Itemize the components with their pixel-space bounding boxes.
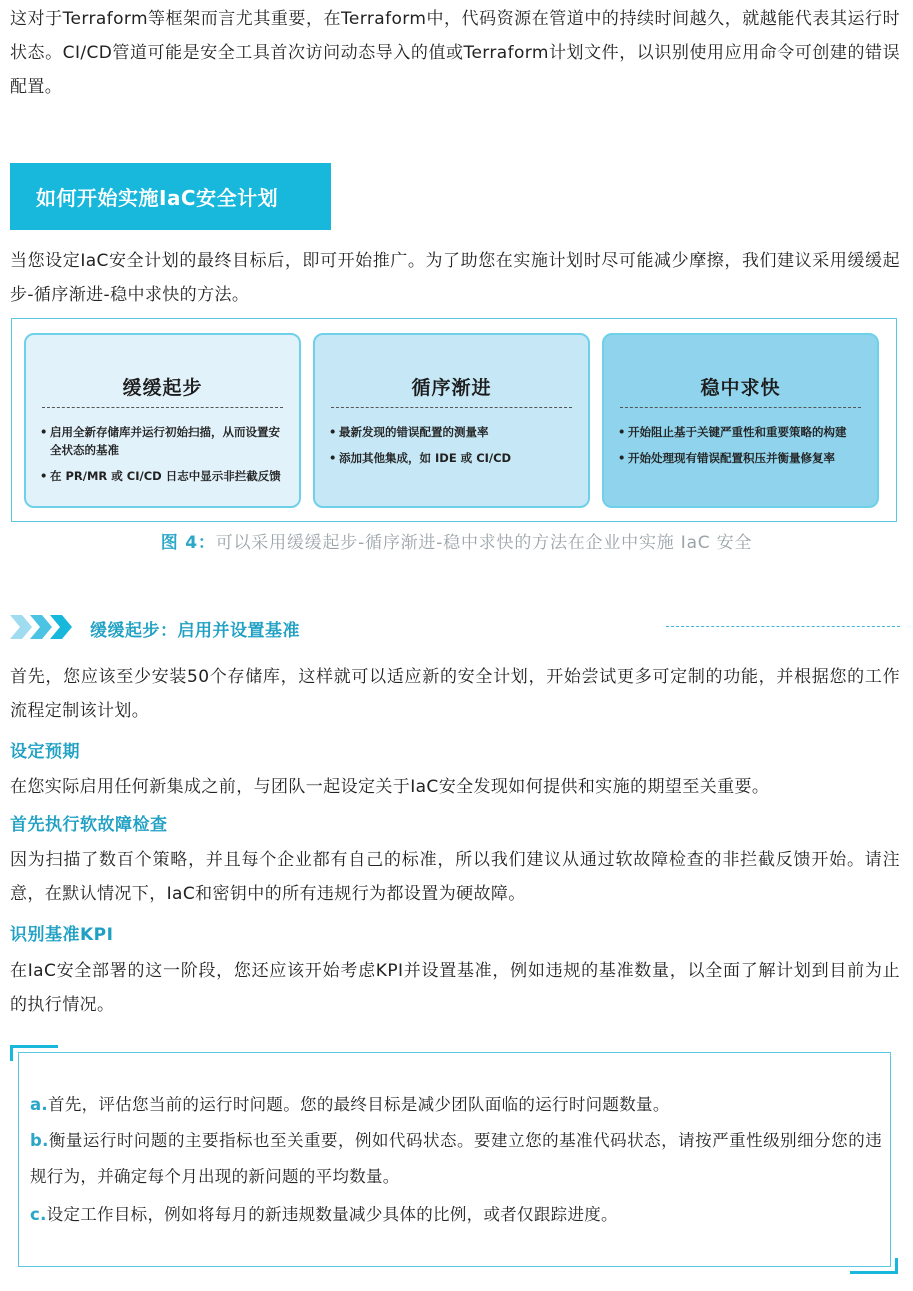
subsection-header <box>10 612 900 642</box>
phase-card-walk <box>313 333 590 508</box>
subsection-paragraph: 首先，您应该至少安装50个存储库，这样就可以适应新的安全计划，开始尝试更多可定制的功能，并根据您的工作流程定制该计划。 <box>10 667 900 721</box>
note-label: b. <box>30 1131 49 1150</box>
note-label: c. <box>30 1205 47 1224</box>
phase-card-title: 稳中求快 <box>700 377 781 399</box>
note-item <box>30 1087 882 1123</box>
note-text: 首先，评估您当前的运行时问题。您的最终目标是减少团队面临的运行时问题数量。 <box>48 1095 670 1114</box>
bullet-item: • 开始处理现有错误配置积压并衡量修复率 <box>618 449 865 467</box>
dashed-divider <box>331 407 572 408</box>
subsection-title: 缓缓起步：启用并设置基准 <box>90 621 300 641</box>
note-item <box>30 1197 882 1233</box>
item-heading: 识别基准KPI <box>10 925 114 945</box>
phase-bullets <box>40 423 287 493</box>
dashed-divider <box>620 407 861 408</box>
figure-caption <box>0 528 913 553</box>
section-banner <box>10 163 331 230</box>
note-text: 设定工作目标，例如将每月的新违规数量减少具体的比例，或者仅跟踪进度。 <box>46 1205 618 1224</box>
dashed-divider <box>666 626 900 627</box>
bullet-item: • 在 PR/MR 或 CI/CD 日志中显示非拦截反馈 <box>40 467 287 485</box>
figure-caption-text: 可以采用缓缓起步-循序渐进-稳中求快的方法在企业中实施 IaC 安全 <box>215 533 753 553</box>
bullet-item: • 最新发现的错误配置的测量率 <box>329 423 576 441</box>
bullet-item: • 开始阻止基于关键严重性和重要策略的构建 <box>618 423 865 441</box>
intro-paragraph: 这对于Terraform等框架而言尤其重要，在Terraform中，代码资源在管道中的持续时间越久，就越能代表其运行时状态。CI/CD管道可能是安全工具首次访问动态导入的值或Terraform计划文件，以识别使用应用命令可创建的错误配置。 <box>10 9 900 97</box>
phase-card-title: 缓缓起步 <box>122 377 203 399</box>
note-label: a. <box>30 1095 49 1114</box>
note-item <box>30 1123 882 1195</box>
figure-caption-label: 图 4： <box>160 533 216 553</box>
bullet-item: • 启用全新存储库并运行初始扫描，从而设置安全状态的基准 <box>40 423 287 459</box>
figure-4-diagram <box>11 318 897 522</box>
item-text: 在IaC安全部署的这一阶段，您还应该开始考虑KPI并设置基准，例如违规的基准数量，以全面了解计划到目前为止的执行情况。 <box>10 961 900 1015</box>
phase-bullets <box>329 423 576 475</box>
item-heading: 首先执行软故障检查 <box>10 815 168 835</box>
item-heading: 设定预期 <box>10 742 80 762</box>
item-text: 因为扫描了数百个策略，并且每个企业都有自己的标准，所以我们建议从通过软故障检查的非拦截反馈开始。请注意，在默认情况下，IaC和密钥中的所有违规行为都设置为硬故障。 <box>10 850 900 904</box>
phase-card-title: 循序渐进 <box>411 377 492 399</box>
bullet-item: • 添加其他集成，如 IDE 或 CI/CD <box>329 449 576 467</box>
phase-card-run <box>602 333 879 508</box>
item-text: 在您实际启用任何新集成之前，与团队一起设定关于IaC安全发现如何提供和实施的期望至关重要。 <box>10 777 770 797</box>
box-corner-accent <box>850 1258 898 1274</box>
phase-bullets <box>618 423 865 475</box>
triple-chevron-icon <box>10 615 76 639</box>
dashed-divider <box>42 407 283 408</box>
section-title: 如何开始实施IaC安全计划 <box>36 186 279 210</box>
phase-card-crawl <box>24 333 301 508</box>
section-paragraph: 当您设定IaC安全计划的最终目标后，即可开始推广。为了助您在实施计划时尽可能减少摩擦，我们建议采用缓缓起步-循序渐进-稳中求快的方法。 <box>10 251 900 305</box>
note-text: 衡量运行时问题的主要指标也至关重要，例如代码状态。要建立您的基准代码状态，请按严重性级别细分您的违规行为，并确定每个月出现的新问题的平均数量。 <box>30 1131 882 1186</box>
